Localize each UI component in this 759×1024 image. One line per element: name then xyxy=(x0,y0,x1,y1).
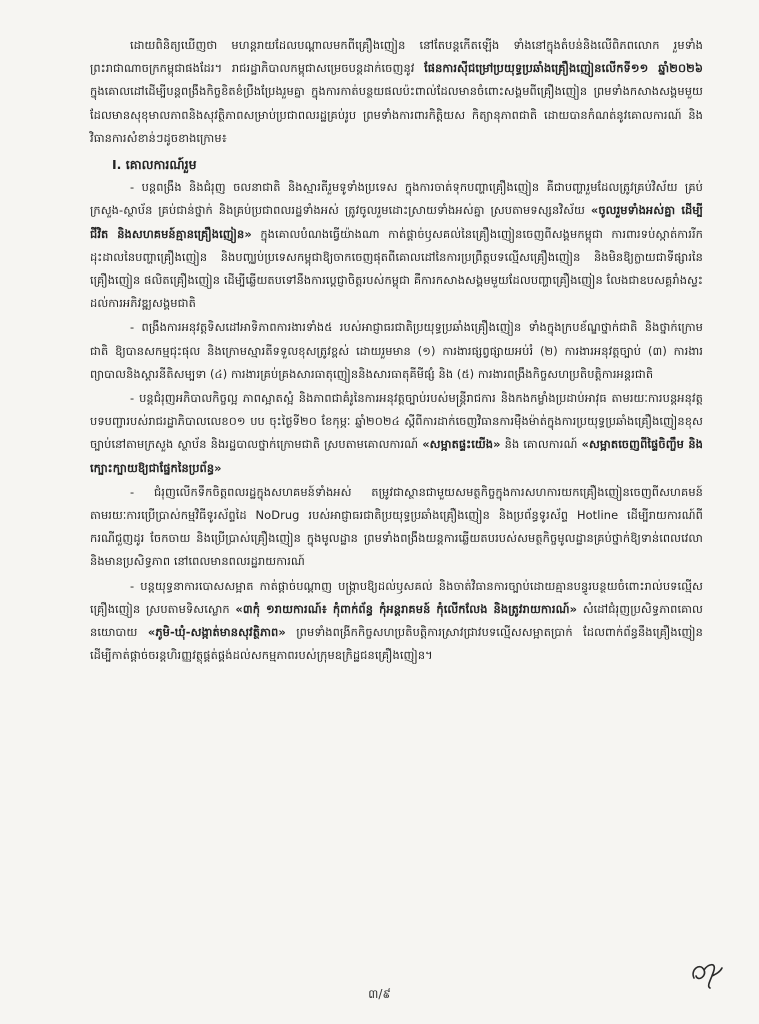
paragraph-text: ក្នុងគោលដៅដើម្បីបន្តពង្រឹងកិច្ចខិតខំប្រឹងប្រែងរួមគ្នា ក្នុងការកាត់បន្ថយផលប៉ះពាល់ដែលមានចំពោះសង្គមពីគ្រឿងញៀន ព្រមទាំងកសាងសង្គមមួយដែលមានសុខុមាលភាពនិងសុវត្ថិភាពសម្រាប់ប្រជាពលរដ្ឋគ្រប់រូប ព្រមទាំងការពារកិត្តិយស កិត្យានុភាពជាតិ ដោយបានកំណត់នូវគោលការណ៍ និងវិធានការសំខាន់ៗដូចខាងក្រោម៖ xyxy=(90,84,703,145)
section-heading: I. គោលការណ៍រួម xyxy=(112,157,197,173)
bullet-paragraph xyxy=(90,481,703,574)
paragraph-text: ក្នុងគោលបំណងធ្វើយ៉ាងណា កាត់ផ្តាច់ឫសគល់នៃគ្រឿងញៀនចេញពីសង្គមកម្ពុជា ការពារទប់ស្កាត់ការរីកដុះដាលនៃបញ្ហាគ្រឿងញៀន និងបញ្ឈប់ប្រទេសកម្ពុជាឱ្យចាកចេញផុតពីគោលដៅនៃការប្រព្រឹត្តបទល្មើសគ្រឿងញៀន និងមិនឱ្យក្លាយជាទីផ្សារនៃគ្រឿងញៀន ផលិតគ្រឿងញៀន ដើម្បីឆ្លើយតបទៅនឹងការប្តេជ្ញាចិត្តរបស់កម្ពុជា គឺការកសាងសង្គមមួយដែលបញ្ហាគ្រឿងញៀន លែងជាឧបសគ្គរាំងស្ទះដល់ការអភិវឌ្ឍសង្គមជាតិ xyxy=(90,226,703,311)
paragraph-text: - បន្តយុទ្ធនាការបោសសម្អាត កាត់ផ្តាច់បណ្តាញ បង្ក្រាបឱ្យដល់ឫសគល់ និងចាត់វិធានការច្បាប់ដោយគ្មានបន្ធូរបន្ថយចំពោះរាល់បទល្មើសគ្រឿងញៀន ស្របតាមទិសស្លោក xyxy=(90,578,703,616)
emphasized-text: «សម្អាតចេញពីផ្ទៃចិញ្ចឹម និងក្បោះក្បាយឱ្យជាផ្នែកនៃប្រព័ន្ធ» xyxy=(90,437,703,475)
emphasized-text: «ចូលរួមទាំងអស់គ្នា ដើម្បីជីវិត និងសហគមន៍គ្មានគ្រឿងញៀន» xyxy=(90,203,704,241)
paragraph-text: - បន្តពង្រឹង និងជំរុញ ចលនាជាតិ និងស្មារតីរួមទូទាំងប្រទេស ក្នុងការចាត់ទុកបញ្ហាគ្រឿងញៀន គឺជាបញ្ហារួមដែលត្រូវគ្រប់វិស័យ គ្រប់ក្រសួង-ស្ថាប័ន គ្រប់ជាន់ថ្នាក់ និងគ្រប់ប្រជាពលរដ្ឋទាំងអស់ ត្រូវចូលរួមដោះស្រាយទាំងអស់គ្នា ស្របតាមទស្សនវិស័យ xyxy=(90,180,703,218)
emphasized-text: «សម្អាតផ្ទះយើង» xyxy=(422,437,501,452)
document-body xyxy=(90,34,703,667)
bullet-paragraph xyxy=(90,575,703,668)
page-number: ៣/៩ xyxy=(368,987,391,1001)
bullet-paragraph xyxy=(90,387,703,480)
bullet-paragraph xyxy=(90,176,703,315)
paragraph-text: - បន្តជំរុញអភិបាលកិច្ចល្អ ភាពស្អាតស្អំ និងភាពជាគំរូនៃការអនុវត្តច្បាប់របស់មន្ត្រីរាជការ និងកងកម្លាំងប្រដាប់អាវុធ តាមរយៈការបន្តអនុវត្តបទបញ្ជារបស់រាជរដ្ឋាភិបាលលេខ០១ បប ចុះថ្ងៃទី២០ ខែកុម្ភៈ ឆ្នាំ២០២៤ ស្តីពីការដាក់ចេញវិធានការម៉ឺងម៉ាត់ក្នុងការប្រយុទ្ធប្រឆាំងគ្រឿងញៀនខុសច្បាប់នៅតាមក្រសួង ស្ថាប័ន និងរដ្ឋបាលថ្នាក់ក្រោមជាតិ ស្របតាមគោលការណ៍ xyxy=(90,391,703,452)
paragraph-text: ដោយពិនិត្យឃើញថា មហន្តរាយដែលបណ្តាលមកពីគ្រឿងញៀន នៅតែបន្តកើតឡើង ទាំងនៅក្នុងតំបន់និងលើពិភពលោក រួមទាំងព្រះរាជាណាចក្រកម្ពុជាផងដែរ។ រាជរដ្ឋាភិបាលកម្ពុជាសម្រេចបន្តដាក់ចេញនូវ xyxy=(90,38,703,76)
emphasized-text: «៣កុំ ១រាយការណ៍៖ កុំពាក់ព័ន្ធ កុំអន្តរាគមន៍ កុំលើកលែង និងត្រូវរាយការណ៍» xyxy=(235,601,578,616)
intro-paragraph xyxy=(90,34,703,150)
paragraph-text: - ជំរុញលើកទឹកចិត្តពលរដ្ឋក្នុងសហគមន៍ទាំងអស់ តម្រូវជាស្ថានជាមួយសមត្ថកិច្ចក្នុងការសហការយកគ្រឿងញៀនចេញពីសហគមន៍ តាមរយៈការប្រើប្រាស់កម្មវិធីទូរស័ព្ទដៃ NoDrug របស់អាជ្ញាធរជាតិប្រយុទ្ធប្រឆាំងគ្រឿងញៀន និងប្រព័ន្ធទូរស័ព្ទ Hotline ដើម្បីរាយការណ៍ពីករណីជួញដូរ ចែកចាយ និងប្រើប្រាស់គ្រឿងញៀន ក្នុងមូលដ្ឋាន ព្រមទាំងពង្រឹងយន្តការឆ្លើយតបរបស់សមត្ថកិច្ចមូលដ្ឋានគ្រប់ថ្នាក់ឱ្យទាន់ពេលវេលានិងមានប្រសិទ្ធភាព នៅពេលមានពលរដ្ឋរាយការណ៍ xyxy=(90,484,703,569)
emphasized-text: ផែនការស៊ីជម្រៅប្រយុទ្ធប្រឆាំងគ្រឿងញៀនលើកទី១១ ឆ្នាំ២០២៦ xyxy=(424,61,703,76)
initials-signature-icon xyxy=(686,956,726,992)
emphasized-text: «ភូមិ-ឃុំ-សង្កាត់មានសុវត្ថិភាព» xyxy=(147,625,286,640)
bullet-paragraph xyxy=(90,316,703,386)
paragraph-text: - ពង្រឹងការអនុវត្តទិសដៅអាទិភាពការងារទាំង៥ របស់អាជ្ញាធរជាតិប្រយុទ្ធប្រឆាំងគ្រឿងញៀន ទាំងក្នុងក្របខ័ណ្ឌថ្នាក់ជាតិ និងថ្នាក់ក្រោមជាតិ ឱ្យបានសកម្មជុះផុល និងក្រោមស្មារតីទទួលខុសត្រូវខ្ពស់ ដោយរួមមាន (១) ការងារផ្សព្វផ្សាយអប់រំ (២) ការងារអនុវត្តច្បាប់ (៣) ការងារព្យាបាលនិងស្តារនីតិសម្បទា (៤) ការងារគ្រប់គ្រងសារធាតុញៀននិងសារធាតុគីមីផ្សំ និង (៥) ការងារពង្រឹងកិច្ចសហប្រតិបត្តិការអន្តរជាតិ xyxy=(90,320,703,381)
paragraph-text: និង គោលការណ៍ xyxy=(500,437,582,452)
paragraph-text: ព្រមទាំងពង្រីកកិច្ចសហប្រតិបត្តិការស្រាវជ្រាវបទល្មើសសម្អាតប្រាក់ ដែលពាក់ព័ន្ធនឹងគ្រឿងញៀន ដើម្បីកាត់ផ្តាច់ចរន្តហិរញ្ញវត្ថុផ្គត់ផ្គង់ដល់សកម្មភាពរបស់ក្រុមឧក្រិដ្ឋជនគ្រឿងញៀន។ xyxy=(90,625,703,663)
paragraph-text: សំដៅជំរុញប្រសិទ្ធភាពគោលនយោបាយ xyxy=(90,601,703,640)
